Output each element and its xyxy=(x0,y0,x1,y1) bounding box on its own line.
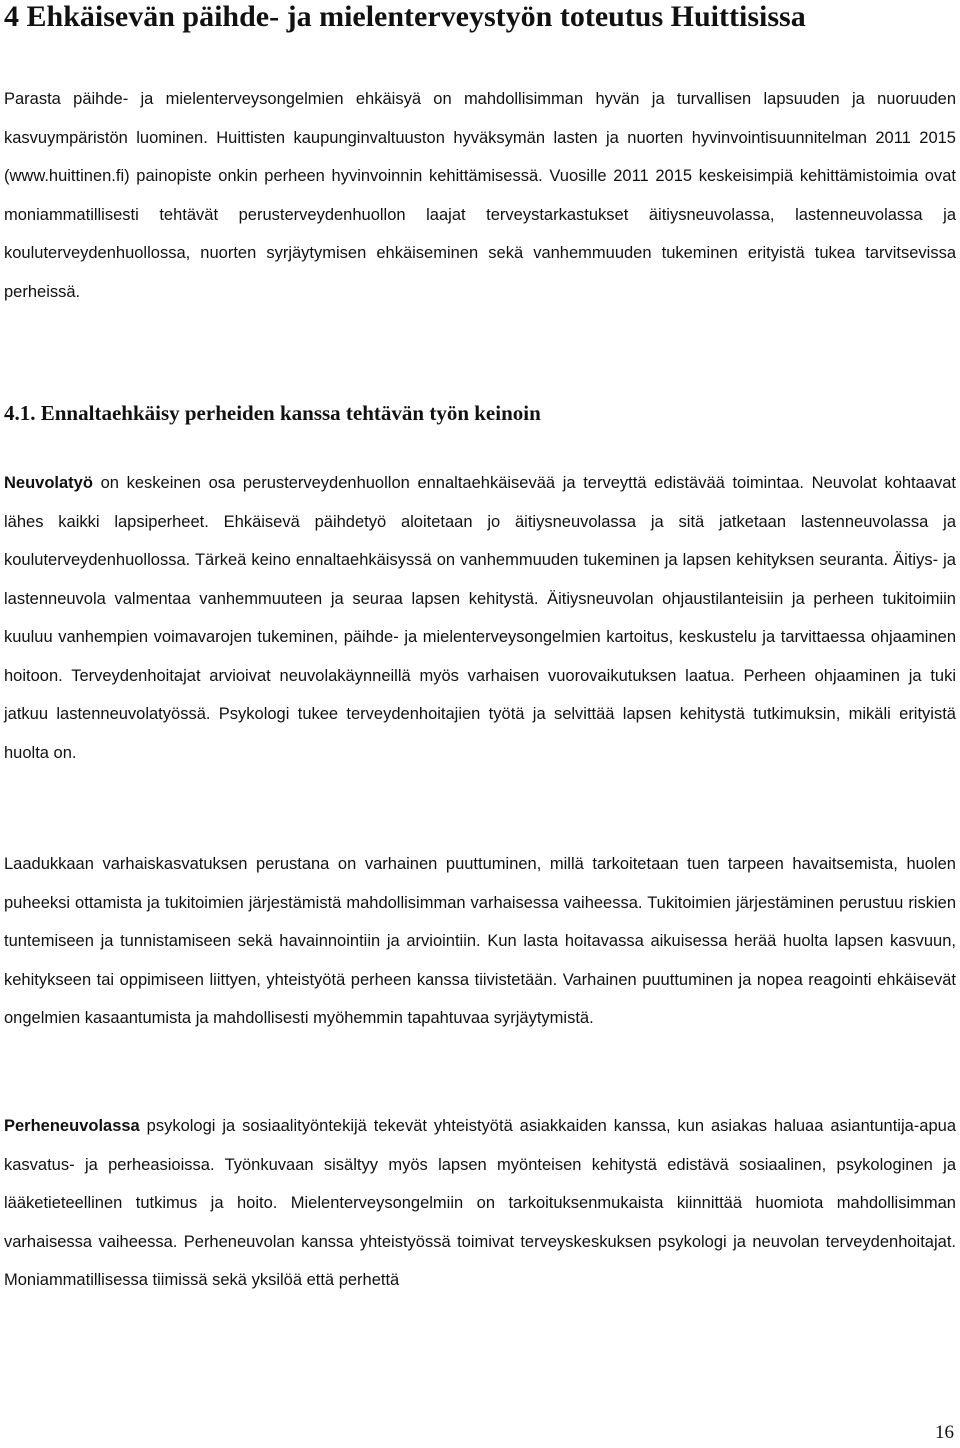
perheneuvola-lead-term: Perheneuvolassa xyxy=(4,1117,140,1135)
neuvola-paragraph xyxy=(4,464,956,772)
perheneuvola-paragraph xyxy=(4,1107,956,1300)
section-heading: 4.1. Ennaltaehkäisy perheiden kanssa tehtävän työn keinoin xyxy=(4,401,541,425)
early-education-paragraph: Laadukkaan varhaiskasvatuksen perustana on varhainen puuttuminen, millä tarkoitetaan tuen tarpeen havaitsemista, huolen puheeksi ottamista ja tukitoimien järjestämistä mahdollisimman varhaisessa vaiheessa. Tukitoimien järjestäminen perustuu riskien tuntemiseen ja tunnistamiseen sekä havainnointiin ja arviointiin. Kun lasta hoitavassa aikuisessa herää huolta lapsen kasvuun, kehitykseen tai oppimiseen liittyen, yhteistyötä perheen kanssa tiivistetään. Varhainen puuttuminen ja nopea reagointi ehkäisevät ongelmien kasaantumista ja mahdollisesti myöhemmin tapahtuvaa syrjäytymistä. xyxy=(4,855,956,1027)
intro-paragraph: Parasta päihde- ja mielenterveysongelmien ehkäisyä on mahdollisimman hyvän ja turvallisen lapsuuden ja nuoruuden kasvuympäristön luominen. Huittisten kaupunginvaltuuston hyväksymän lasten ja nuorten hyvinvointisuunnitelman 2011 2015 (www.huittinen.fi) painopiste onkin perheen hyvinvoinnin kehittämisessä. Vuosille 2011 2015 keskeisimpiä kehittämistoimia ovat moniammatillisesti tehtävät perusterveydenhuollon laajat terveystarkastukset äitiysneuvolassa, lastenneuvolassa ja kouluterveydenhuollossa, nuorten syrjäytymisen ehkäiseminen sekä vanhemmuuden tukeminen erityistä tukea tarvitsevissa perheissä. xyxy=(4,90,956,301)
chapter-title: 4 Ehkäisevän päihde- ja mielenterveystyön toteutus Huittisissa xyxy=(4,0,806,33)
neuvola-lead-term: Neuvolatyö xyxy=(4,474,93,492)
perheneuvola-paragraph-text: psykologi ja sosiaalityöntekijä tekevät yhteistyötä asiakkaiden kanssa, kun asiakas haluaa asiantuntija-apua kasvatus- ja perheasioissa. Työnkuvaan sisältyy myös lapsen myönteisen kehitystä edistävä sosiaalinen, psykologinen ja lääketieteellinen tutkimus ja hoito. Mielenterveysongelmiin on tarkoituksenmukaista kiinnittää huomiota mahdollisimman varhaisessa vaiheessa. Perheneuvolan kanssa yhteistyössä toimivat terveyskeskuksen psykologi ja neuvolan terveydenhoitajat. Moniammatillisessa tiimissä sekä yksilöä että perhettä xyxy=(4,1117,956,1289)
neuvola-paragraph-text: on keskeinen osa perusterveydenhuollon ennaltaehkäisevää ja terveyttä edistävää toimintaa. Neuvolat kohtaavat lähes kaikki lapsiperheet. Ehkäisevä päihdetyö aloitetaan jo äitiysneuvolassa ja sitä jatketaan lastenneuvolassa ja kouluterveydenhuollossa. Tärkeä keino ennaltaehkäisyssä on vanhemmuuden tukeminen ja lapsen kehityksen seuranta. Äitiys- ja lastenneuvola valmentaa vanhemmuuteen ja seuraa lapsen kehitystä. Äitiysneuvolan ohjaustilanteisiin ja perheen tukitoimiin kuuluu vanhempien voimavarojen tukeminen, päihde- ja mielenterveysongelmien kartoitus, keskustelu ja tarvittaessa ohjaaminen hoitoon. Terveydenhoitajat arvioivat neuvolakäynneillä myös varhaisen vuorovaikutuksen laatua. Perheen ohjaaminen ja tuki jatkuu lastenneuvolatyössä. Psykologi tukee terveydenhoitajien työtä ja selvittää lapsen kehitystä tutkimuksin, mikäli erityistä huolta on. xyxy=(4,474,956,762)
page-number: 16 xyxy=(935,1422,954,1443)
